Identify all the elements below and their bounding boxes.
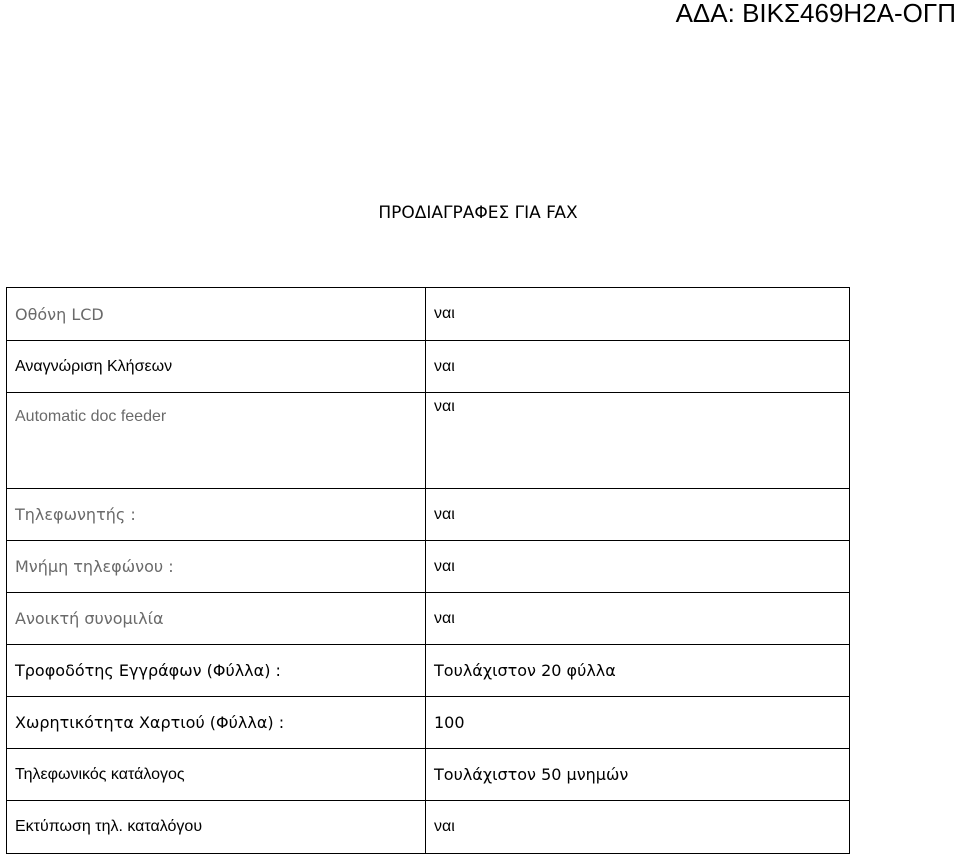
spec-label: Τροφοδότης Εγγράφων (Φύλλα) : <box>7 645 426 697</box>
spec-label: Τηλεφωνικός κατάλογος <box>7 749 426 801</box>
table-row <box>7 801 850 854</box>
spec-label: Αναγνώριση Κλήσεων <box>7 341 426 393</box>
table-row <box>7 341 850 393</box>
table-row <box>7 541 850 593</box>
document-title <box>0 203 960 223</box>
spec-label: Μνήμη τηλεφώνου : <box>7 541 426 593</box>
spec-label: Οθόνη LCD <box>7 288 426 341</box>
table-row <box>7 489 850 541</box>
ada-code: ΑΔΑ: ΒΙΚΣ469Η2Α-ΟΓΠ <box>675 0 956 28</box>
spec-label: Χωρητικότητα Χαρτιού (Φύλλα) : <box>7 697 426 749</box>
spec-label: Τηλεφωνητής : <box>7 489 426 541</box>
table-row <box>7 593 850 645</box>
spec-value: ναι <box>426 801 850 854</box>
table-row <box>7 288 850 341</box>
spec-value: ναι <box>426 489 850 541</box>
document-title-text: ΠΡΟΔΙΑΓΡΑΦΕΣ ΓΙΑ FAX <box>378 203 578 223</box>
spec-label: Εκτύπωση τηλ. καταλόγου <box>7 801 426 854</box>
spec-label: Automatic doc feeder <box>7 393 426 489</box>
fax-spec-table <box>6 287 850 854</box>
spec-value: ναι <box>426 541 850 593</box>
spec-value: ναι <box>426 341 850 393</box>
spec-value: ναι <box>426 288 850 341</box>
table-row <box>7 749 850 801</box>
table-row <box>7 645 850 697</box>
spec-value: Τουλάχιστον 50 μνημών <box>426 749 850 801</box>
spec-label: Ανοικτή συνομιλία <box>7 593 426 645</box>
spec-value: ναι <box>426 593 850 645</box>
table-row <box>7 393 850 489</box>
table-row <box>7 697 850 749</box>
spec-value: Τουλάχιστον 20 φύλλα <box>426 645 850 697</box>
spec-value: 100 <box>426 697 850 749</box>
spec-value: ναι <box>426 393 850 489</box>
